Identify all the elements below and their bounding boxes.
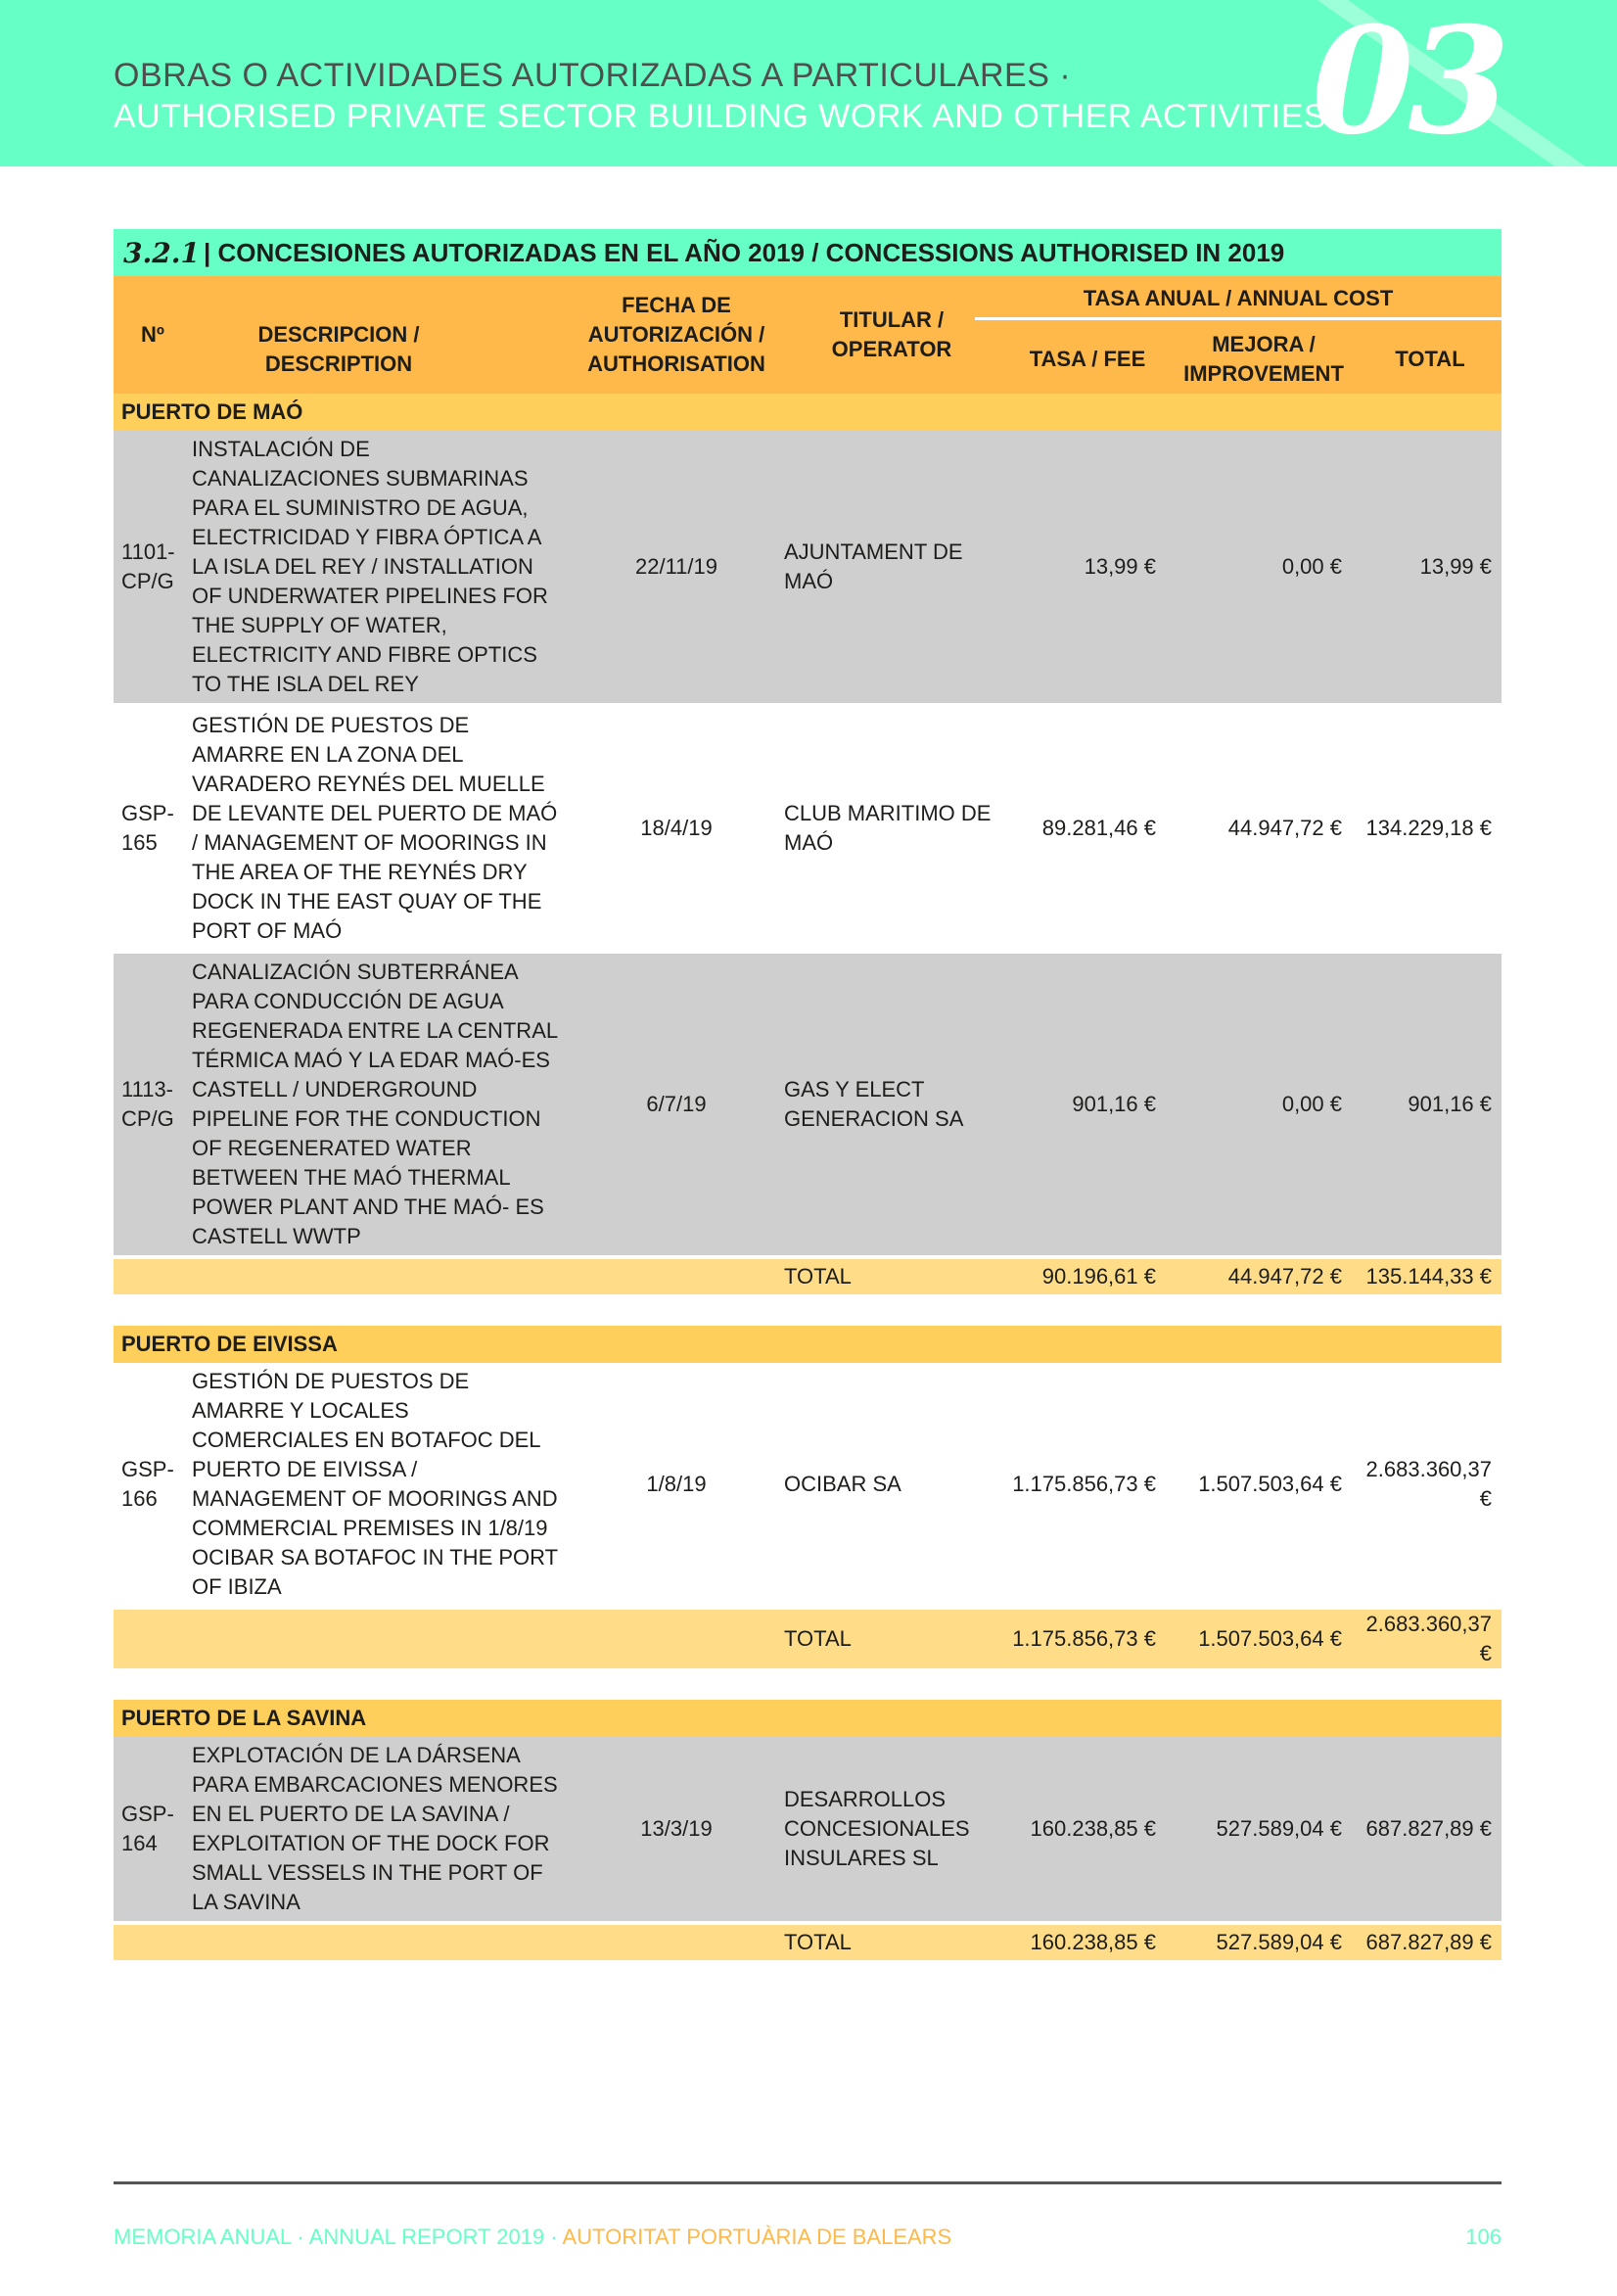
total-total: 2.683.360,37 € bbox=[1352, 1608, 1502, 1670]
cell-date: 18/4/19 bbox=[569, 705, 784, 952]
cell-n: 1101-CP/G bbox=[114, 431, 192, 705]
total-improvement: 527.589,04 € bbox=[1166, 1923, 1352, 1962]
footer-report-label: MEMORIA ANUAL · ANNUAL REPORT 2019 · bbox=[114, 2225, 563, 2249]
cell-n: GSP-166 bbox=[114, 1363, 192, 1608]
cell-improvement: 0,00 € bbox=[1166, 431, 1352, 705]
cell-total: 2.683.360,37 € bbox=[1352, 1363, 1502, 1608]
cell-description: CANALIZACIÓN SUBTERRÁNEA PARA CONDUCCIÓN DE AGUA REGENERADA ENTRE LA CENTRAL TÉRMICA MAÓ Y LA EDAR MAÓ-ES CASTELL / UNDERGROUND PIPELINE FOR THE CONDUCTION OF REGENERATED WATER BETWEEN THE MAÓ THERMAL POWER PLANT AND THE MAÓ- ES CASTELL WWTP bbox=[192, 952, 569, 1257]
col-header-n: Nº bbox=[141, 322, 164, 347]
cell-date: 6/7/19 bbox=[569, 952, 784, 1257]
col-header-annual-cost: TASA ANUAL / ANNUAL COST bbox=[1083, 286, 1394, 310]
port-header-row bbox=[114, 1700, 1502, 1737]
table-body bbox=[114, 394, 1502, 1964]
col-header-operator: TITULAR / OPERATOR bbox=[831, 307, 952, 361]
port-name: PUERTO DE LA SAVINA bbox=[114, 1700, 1502, 1737]
cell-date: 22/11/19 bbox=[569, 431, 784, 705]
port-name: PUERTO DE EIVISSA bbox=[114, 1326, 1502, 1363]
col-header-improvement: MEJORA / IMPROVEMENT bbox=[1183, 332, 1344, 386]
cell-operator: GAS Y ELECT GENERACION SA bbox=[784, 952, 994, 1257]
cell-n: GSP-164 bbox=[114, 1737, 192, 1923]
total-improvement: 1.507.503,64 € bbox=[1166, 1608, 1352, 1670]
total-fee: 1.175.856,73 € bbox=[994, 1608, 1166, 1670]
total-label: TOTAL bbox=[784, 1608, 994, 1670]
table-row bbox=[114, 1737, 1502, 1923]
cell-date: 1/8/19 bbox=[569, 1363, 784, 1608]
table-row bbox=[114, 431, 1502, 705]
header-divider bbox=[975, 317, 1502, 320]
cell-fee: 1.175.856,73 € bbox=[994, 1363, 1166, 1608]
total-label: TOTAL bbox=[784, 1923, 994, 1962]
table-header bbox=[114, 276, 1502, 394]
cell-operator: OCIBAR SA bbox=[784, 1363, 994, 1608]
total-total: 135.144,33 € bbox=[1352, 1257, 1502, 1296]
cell-description: EXPLOTACIÓN DE LA DÁRSENA PARA EMBARCACIONES MENORES EN EL PUERTO DE LA SAVINA / EXPLOITATION OF THE DOCK FOR SMALL VESSELS IN THE PORT OF LA SAVINA bbox=[192, 1737, 569, 1923]
cell-n: GSP-165 bbox=[114, 705, 192, 952]
cell-improvement: 1.507.503,64 € bbox=[1166, 1363, 1352, 1608]
cell-fee: 160.238,85 € bbox=[994, 1737, 1166, 1923]
cell-total: 687.827,89 € bbox=[1352, 1737, 1502, 1923]
cell-fee: 13,99 € bbox=[994, 431, 1166, 705]
table-row bbox=[114, 1363, 1502, 1608]
total-fee: 160.238,85 € bbox=[994, 1923, 1166, 1962]
page-header-band bbox=[0, 0, 1617, 166]
cell-n: 1113-CP/G bbox=[114, 952, 192, 1257]
footer-organization: AUTORITAT PORTUÀRIA DE BALEARS bbox=[562, 2225, 952, 2249]
port-header-row bbox=[114, 1326, 1502, 1363]
section-title-bar bbox=[114, 229, 1502, 276]
header-title-en: AUTHORISED PRIVATE SECTOR BUILDING WORK AND OTHER ACTIVITIES bbox=[114, 98, 1327, 135]
table-row bbox=[114, 952, 1502, 1257]
cell-description: GESTIÓN DE PUESTOS DE AMARRE EN LA ZONA DEL VARADERO REYNÉS DEL MUELLE DE LEVANTE DEL PUERTO DE MAÓ / MANAGEMENT OF MOORINGS IN THE AREA OF THE REYNÉS DRY DOCK IN THE EAST QUAY OF THE PORT OF MAÓ bbox=[192, 705, 569, 952]
cell-operator: CLUB MARITIMO DE MAÓ bbox=[784, 705, 994, 952]
cell-date: 13/3/19 bbox=[569, 1737, 784, 1923]
cell-improvement: 44.947,72 € bbox=[1166, 705, 1352, 952]
cell-operator: DESARROLLOS CONCESIONALES INSULARES SL bbox=[784, 1737, 994, 1923]
cell-fee: 901,16 € bbox=[994, 952, 1166, 1257]
cell-fee: 89.281,46 € bbox=[994, 705, 1166, 952]
cell-description: GESTIÓN DE PUESTOS DE AMARRE Y LOCALES COMERCIALES EN BOTAFOC DEL PUERTO DE EIVISSA / MANAGEMENT OF MOORINGS AND COMMERCIAL PREMISES IN 1/8/19 OCIBAR SA BOTAFOC IN THE PORT OF IBIZA bbox=[192, 1363, 569, 1608]
cell-operator: AJUNTAMENT DE MAÓ bbox=[784, 431, 994, 705]
footer-divider bbox=[114, 2181, 1502, 2184]
col-header-date: FECHA DE AUTORIZACIÓN / AUTHORISATION bbox=[587, 293, 765, 376]
cell-total: 901,16 € bbox=[1352, 952, 1502, 1257]
total-row bbox=[114, 1923, 1502, 1962]
total-label: TOTAL bbox=[784, 1257, 994, 1296]
col-header-fee: TASA / FEE bbox=[1029, 347, 1146, 371]
col-header-description: DESCRIPCION / DESCRIPTION bbox=[257, 322, 420, 376]
cell-total: 134.229,18 € bbox=[1352, 705, 1502, 952]
total-fee: 90.196,61 € bbox=[994, 1257, 1166, 1296]
section-number: 3.2.1 bbox=[123, 236, 200, 269]
cell-improvement: 527.589,04 € bbox=[1166, 1737, 1352, 1923]
port-name: PUERTO DE MAÓ bbox=[114, 394, 1502, 431]
total-row bbox=[114, 1257, 1502, 1296]
cell-total: 13,99 € bbox=[1352, 431, 1502, 705]
port-header-row bbox=[114, 394, 1502, 431]
total-improvement: 44.947,72 € bbox=[1166, 1257, 1352, 1296]
cell-description: INSTALACIÓN DE CANALIZACIONES SUBMARINAS PARA EL SUMINISTRO DE AGUA, ELECTRICIDAD Y FIBRA ÓPTICA A LA ISLA DEL REY / INSTALLATION OF UNDERWATER PIPELINES FOR THE SUPPLY OF WATER, ELECTRICITY AND FIBRE OPTICS TO THE ISLA DEL REY bbox=[192, 431, 569, 705]
col-header-total: TOTAL bbox=[1395, 347, 1465, 371]
chapter-number: 03 bbox=[1312, 0, 1504, 166]
table-row bbox=[114, 705, 1502, 952]
page-number: 106 bbox=[1465, 2225, 1502, 2249]
concessions-table bbox=[114, 229, 1502, 1964]
total-row bbox=[114, 1608, 1502, 1670]
section-title: | CONCESIONES AUTORIZADAS EN EL AÑO 2019 / CONCESSIONS AUTHORISED IN 2019 bbox=[203, 237, 1285, 267]
total-total: 687.827,89 € bbox=[1352, 1923, 1502, 1962]
cell-improvement: 0,00 € bbox=[1166, 952, 1352, 1257]
footer-text bbox=[114, 2225, 951, 2250]
header-title-es: OBRAS O ACTIVIDADES AUTORIZADAS A PARTICULARES · bbox=[114, 57, 1072, 94]
